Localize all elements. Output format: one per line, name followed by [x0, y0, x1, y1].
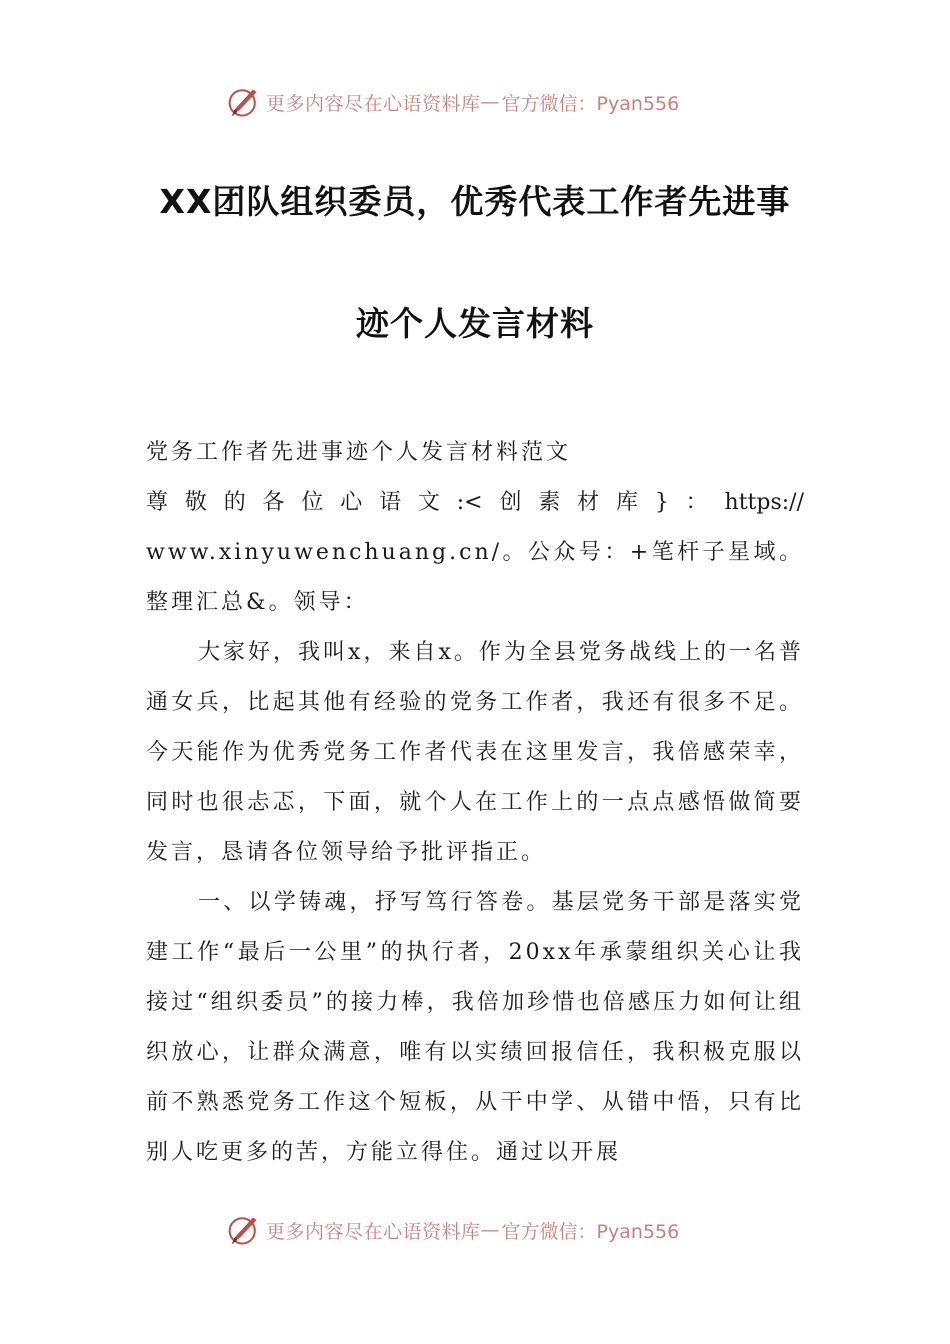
banner-dash: — — [480, 1219, 500, 1241]
banner-text: 更多内容尽在心语资料库 — [266, 1220, 481, 1243]
header-banner — [226, 82, 679, 122]
page-title-line-1: XX团队组织委员，优秀代表工作者先进事 — [159, 182, 791, 221]
intro-line-2: www.xinyuwenchuang.cn/。公众号：+笔杆子星域。整理汇总&。领导： — [146, 540, 804, 615]
paragraph-2: 一、以学铸魂，抒写笃行答卷。基层党务干部是落实党建工作“最后一公里”的执行者，20xx年承蒙组织关心让我接过“组织委员”的接力棒，我倍加珍惜也倍感压力如何让组织放心，让群众满意，唯有以实绩回报信任，我积极克服以前不熟悉党务工作这个短板，从干中学、从错中悟，只有比别人吃更多的苦，方能立得住。通过以开展 — [146, 890, 804, 1165]
banner-dash: — — [480, 91, 500, 113]
footer-banner — [226, 1210, 679, 1250]
intro-line-1: 尊敬的各位心语文:<创素材库}：https:// — [146, 490, 804, 515]
document-body — [146, 428, 804, 1178]
banner-wechat: 官方微信：Pyan556 — [501, 92, 680, 115]
quill-logo-icon — [226, 84, 262, 120]
quill-logo-icon — [226, 1212, 262, 1248]
body-heading: 党务工作者先进事迹个人发言材料范文 — [146, 440, 572, 465]
banner-text: 更多内容尽在心语资料库 — [266, 92, 481, 115]
banner-wechat: 官方微信：Pyan556 — [501, 1220, 680, 1243]
page-title-line-2: 迹个人发言材料 — [356, 304, 594, 343]
paragraph-1: 大家好，我叫x，来自x。作为全县党务战线上的一名普通女兵，比起其他有经验的党务工作者，我还有很多不足。今天能作为优秀党务工作者代表在这里发言，我倍感荣幸，同时也很忐忑，下面，就个人在工作上的一点点感悟做简要发言，恳请各位领导给予批评指正。 — [146, 640, 804, 865]
